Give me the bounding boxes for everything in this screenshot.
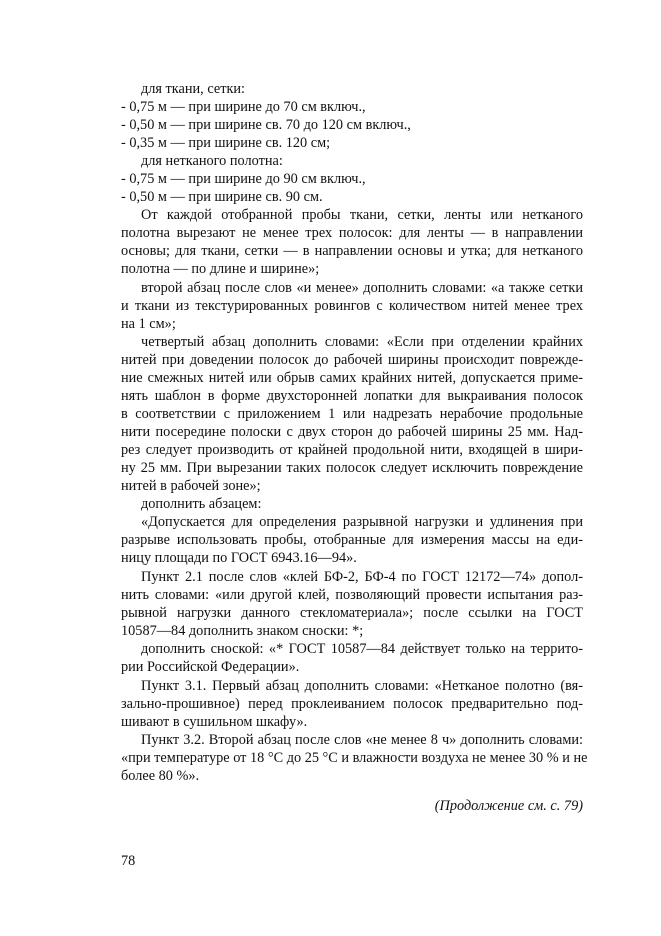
text-line: разрыве использовать пробы, отобранные для измерения массы на еди-	[121, 532, 583, 548]
text-line: Пункт 3.2. Второй абзац после слов «не менее 8 ч» дополнить словами:	[141, 732, 583, 748]
text-line: «Допускается для определения разрывной нагрузки и удлинения при	[141, 514, 583, 530]
text-line: нитей в рабочей зоне»;	[121, 478, 261, 494]
text-line: второй абзац после слов «и менее» дополнить словами: «а также сетки	[141, 280, 583, 296]
text-line: - 0,35 м — при ширине св. 120 см;	[121, 135, 331, 151]
text-line: для ткани, сетки:	[141, 81, 246, 97]
text-line: нити посередине полоски с двух сторон до рабочей ширины 25 мм. Над-	[121, 424, 583, 440]
text-line: От каждой отобранной пробы ткани, сетки, ленты или нетканого	[141, 207, 583, 223]
text-line: дополнить абзацем:	[141, 496, 262, 512]
text-line: нитей при доведении полосок до рабочей ширины происходит поврежде-	[121, 352, 583, 368]
text-line: в соответствии с приложением 1 или надрезать нерабочие продольные	[121, 406, 583, 422]
text-line: ние смежных нитей или обрыв самих крайних нитей, допускается приме-	[121, 370, 583, 386]
text-line: нить словами: «или другой клей, позволяющий провести испытания раз-	[121, 587, 583, 603]
text-line: дополнить сноской: «* ГОСТ 10587—84 действует только на террито-	[141, 641, 583, 657]
text-line: - 0,50 м — при ширине св. 70 до 120 см включ.,	[121, 117, 411, 133]
text-line: полотна вырезают не менее трех полосок: для ленты — в направлении	[121, 225, 583, 241]
text-line: ницу площади по ГОСТ 6943.16—94».	[121, 550, 357, 566]
text-line: зально-прошивное) перед проклеиванием полосок предварительно под-	[121, 696, 583, 712]
text-line: - 0,75 м — при ширине до 90 см включ.,	[121, 171, 366, 187]
text-line: 10587—84 дополнить знаком сноски: *;	[121, 623, 364, 639]
text-line: четвертый абзац дополнить словами: «Если при отделении крайних	[141, 334, 583, 350]
text-line: рывной нагрузки данного стекломатериала»; после ссылки на ГОСТ	[121, 605, 583, 621]
text-line: рии Российской Федерации».	[121, 659, 300, 675]
continuation-note: (Продолжение см. с. 79)	[434, 798, 583, 814]
text-line: нять шаблон в форме двухсторонней лопатки для выкраивания полосок	[121, 388, 583, 404]
text-line: Пункт 2.1 после слов «клей БФ-2, БФ-4 по ГОСТ 12172—74» допол-	[141, 569, 583, 585]
text-line: - 0,50 м — при ширине св. 90 см.	[121, 189, 323, 205]
text-line: полотна — по длине и ширине»;	[121, 261, 320, 277]
text-line: для нетканого полотна:	[141, 153, 283, 169]
text-line: Пункт 3.1. Первый абзац дополнить словами: «Нетканое полотно (вя-	[141, 678, 583, 694]
text-line: и ткани из текстурированных ровингов с количеством нитей менее трех	[121, 298, 583, 314]
text-line: - 0,75 м — при ширине до 70 см включ.,	[121, 99, 366, 115]
text-line: «при температуре от 18 °С до 25 °С и влажности воздуха не менее 30 % и не	[121, 750, 588, 766]
text-line: основы; для ткани, сетки — в направлении основы и утка; для нетканого	[121, 243, 583, 259]
page-number: 78	[121, 853, 136, 869]
text-line: шивают в сушильном шкафу».	[121, 714, 308, 730]
text-line: более 80 %».	[121, 768, 200, 784]
text-line: на 1 см»;	[121, 316, 176, 332]
text-line: рез следует производить от крайней продольной нити, входящей в шири-	[121, 442, 583, 458]
text-line: ну 25 мм. При вырезании таких полосок следует исключить повреждение	[121, 460, 583, 476]
